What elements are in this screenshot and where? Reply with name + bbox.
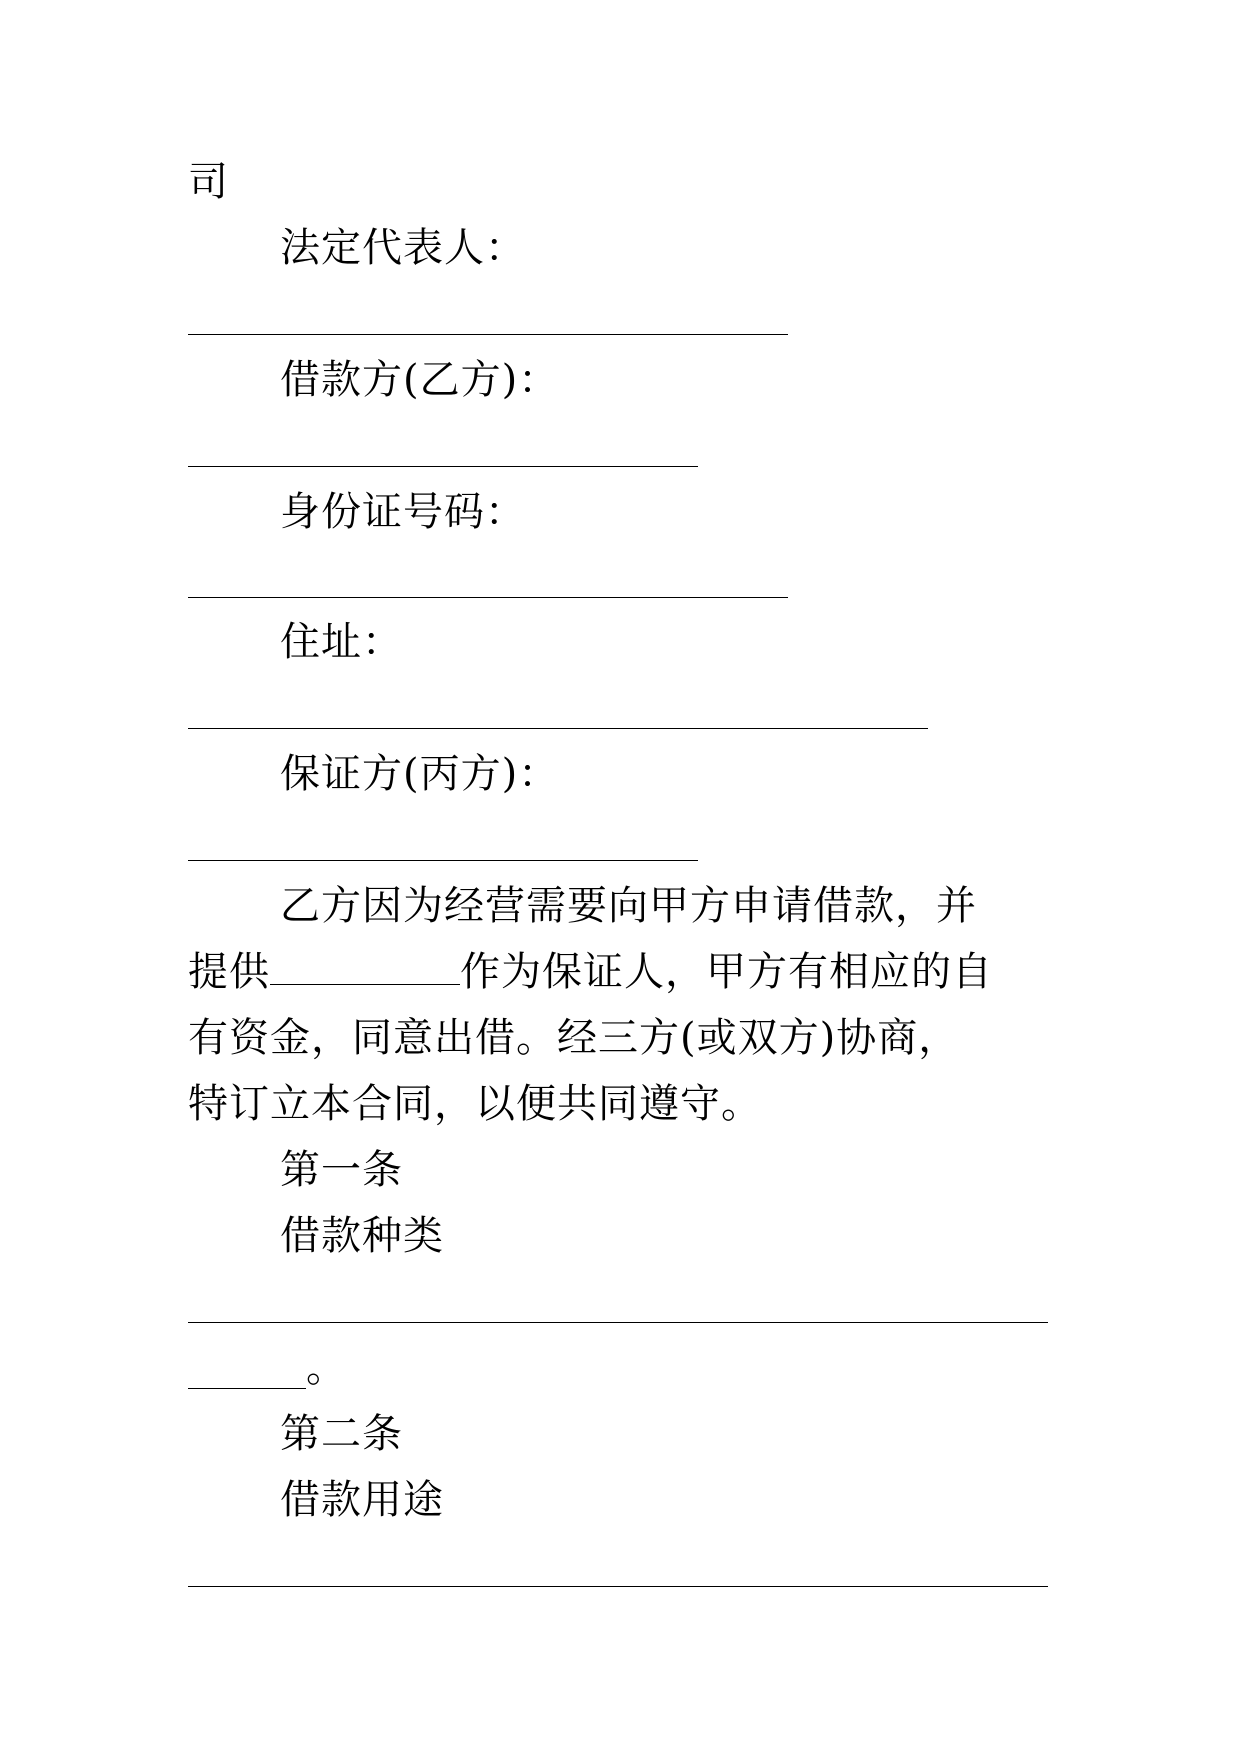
id-number-blank xyxy=(188,597,788,598)
article-1-blank-1 xyxy=(188,1322,1048,1323)
paragraph-line-4: 特订立本合同，以便共同遵守。 xyxy=(188,1081,762,1127)
article-2-title: 第二条 xyxy=(280,1411,403,1457)
id-number-label: 身份证号码： xyxy=(280,489,526,535)
article-1-heading: 借款种类 xyxy=(280,1213,444,1259)
guarantor-label: 保证方(丙方)： xyxy=(280,751,560,797)
article-1-blank-2 xyxy=(188,1388,306,1389)
legal-representative-blank xyxy=(188,334,788,335)
guarantor-inline-blank xyxy=(270,950,460,985)
article-2-blank xyxy=(188,1586,1048,1587)
article-2-heading: 借款用途 xyxy=(280,1477,444,1523)
article-1-end: 。 xyxy=(306,1345,347,1391)
article-1-title: 第一条 xyxy=(280,1147,403,1193)
paragraph-line-2a: 提供 xyxy=(188,949,270,995)
guarantor-blank xyxy=(188,860,698,861)
borrower-blank xyxy=(188,466,698,467)
paragraph-line-3: 有资金，同意出借。经三方(或双方)协商， xyxy=(188,1015,960,1061)
address-blank xyxy=(188,728,928,729)
text-si: 司 xyxy=(188,159,229,205)
paragraph-line-2b: 作为保证人，甲方有相应的自 xyxy=(460,949,993,995)
paragraph-line-1: 乙方因为经营需要向甲方申请借款，并 xyxy=(280,883,977,929)
paragraph-line-2 xyxy=(188,944,993,1000)
legal-representative-label: 法定代表人： xyxy=(280,225,526,271)
borrower-label: 借款方(乙方)： xyxy=(280,357,560,403)
address-label: 住址： xyxy=(280,619,403,665)
